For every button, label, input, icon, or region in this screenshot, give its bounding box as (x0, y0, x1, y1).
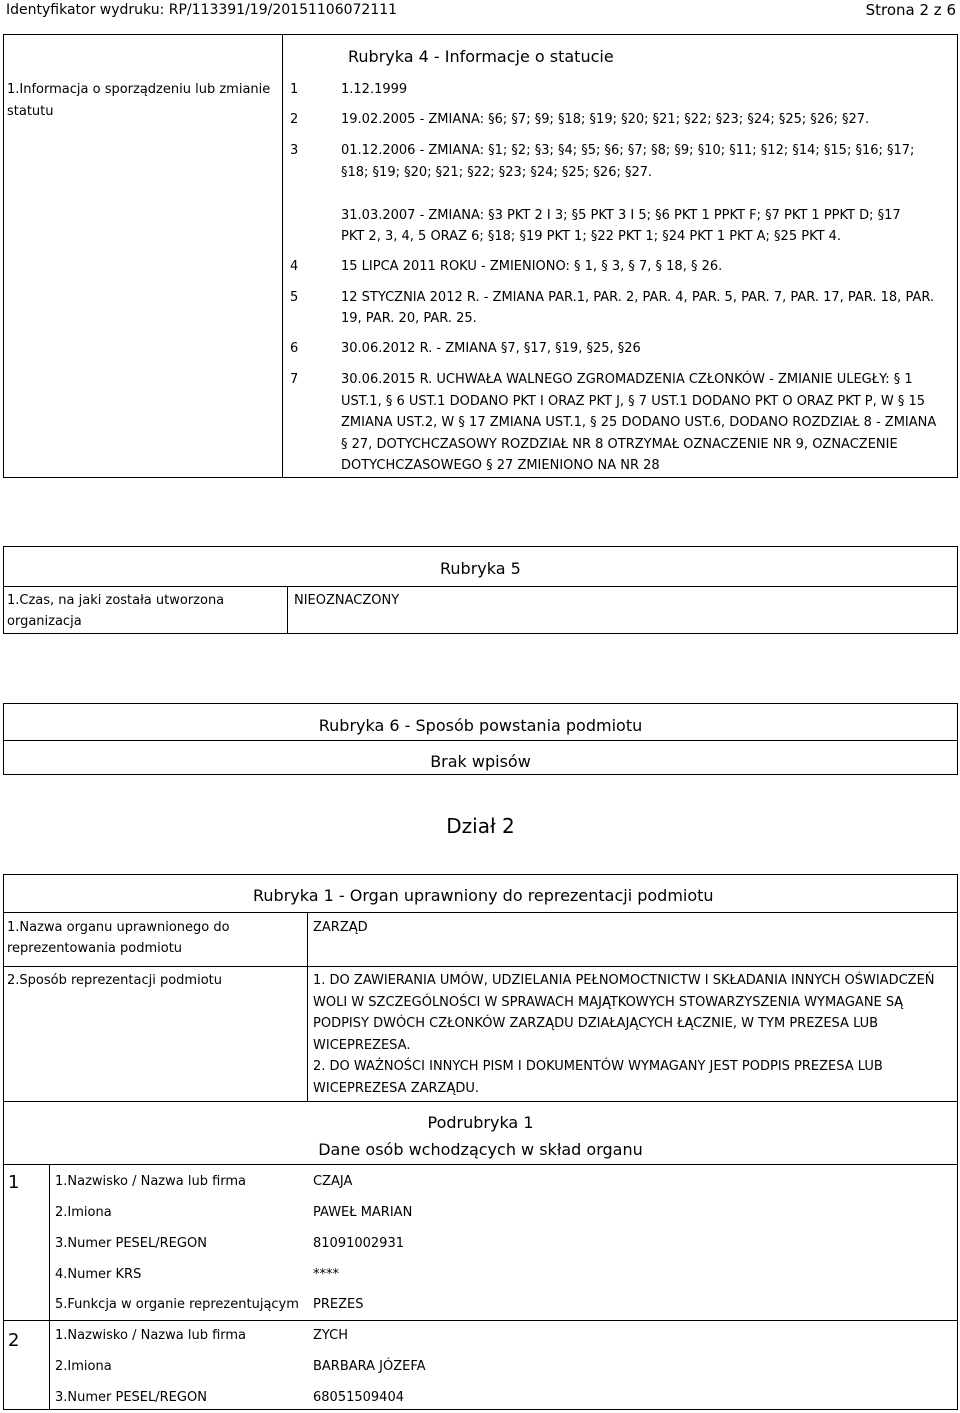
rubryka-6-title: Rubryka 6 - Sposób powstania podmiotu (318, 716, 643, 735)
organ-value: ZARZĄD (313, 920, 368, 935)
person-field-label: 3.Numer PESEL/REGON (55, 1390, 207, 1405)
entry-text: 01.12.2006 - ZMIANA: §1; §2; §3; §4; §5; §6; §7; §8; §9; §10; §11; §12; §14; §15; §16; §17; (341, 143, 915, 158)
rubryka-4-label-line-2: statutu (7, 104, 54, 119)
entry-number: 3 (290, 143, 299, 158)
person-field-label: 1.Nazwisko / Nazwa lub firma (55, 1328, 247, 1343)
rubryka-5-label-line-2: organizacja (7, 614, 82, 629)
rubryka-5-divider-v (287, 586, 288, 634)
rubryka-5-label-line-1: 1.Czas, na jaki została utworzona (7, 593, 225, 608)
sposob-text: 1. DO ZAWIERANIA UMÓW, UDZIELANIA PEŁNOMOCTNICTW I SKŁADANIA INNYCH OŚWIADCZEŃ (313, 973, 935, 988)
person-field-label: 1.Nazwisko / Nazwa lub firma (55, 1174, 247, 1189)
entry-text: 30.06.2012 R. - ZMIANA §7, §17, §19, §25, §26 (341, 341, 641, 356)
entry-text: ZMIANA UST.2, W § 17 ZMIANA UST.1, § 25 DODANO UST.6, DODANO ROZDZIAŁ 8 - ZMIANA (341, 415, 937, 430)
rubryka-4-divider (282, 34, 283, 478)
rubryka-5-title: Rubryka 5 (440, 559, 521, 578)
organ-label-line-2: reprezentowania podmiotu (7, 941, 183, 956)
sposob-label: 2.Sposób reprezentacji podmiotu (7, 973, 222, 988)
entry-text: DOTYCHCZASOWEGO § 27 ZMIENIONO NA NR 28 (341, 458, 660, 473)
entry-text: PKT 2, 3, 4, 5 ORAZ 6; §18; §19 PKT 1; §22 PKT 1; §24 PKT 1 PKT A; §25 PKT 4. (341, 229, 842, 244)
sposob-text: WICEPREZESA ZARZĄDU. (313, 1081, 479, 1096)
podrubryka-title: Podrubryka 1 (427, 1113, 534, 1132)
rubryka-6-divider (3, 740, 958, 741)
person-field-value: 81091002931 (313, 1236, 404, 1251)
rubryka-4-label-line-1: 1.Informacja o sporządzeniu lub zmianie (7, 82, 271, 97)
rubryka-6-empty: Brak wpisów (430, 752, 531, 771)
entry-text: § 27, DOTYCHCZASOWY ROZDZIAŁ NR 8 OTRZYMAŁ OZNACZENIE NR 9, OZNACZENIE (341, 437, 898, 452)
persons-divider (3, 1320, 958, 1321)
rubryka-1-col-divider (307, 912, 308, 1101)
person-field-value: BARBARA JÓZEFA (313, 1359, 426, 1374)
person-field-value: ZYCH (313, 1328, 348, 1343)
persons-num-divider (49, 1164, 50, 1410)
entry-number: 4 (290, 259, 299, 274)
podrubryka-subtitle: Dane osób wchodzących w skład organu (318, 1140, 643, 1159)
entry-number: 6 (290, 341, 299, 356)
entry-text: 19, PAR. 20, PAR. 25. (341, 311, 477, 326)
rubryka-1-row-divider (3, 966, 958, 967)
rubryka-5-value: NIEOZNACZONY (294, 593, 400, 608)
person-field-label: 2.Imiona (55, 1359, 112, 1374)
person-field-label: 5.Funkcja w organie reprezentującym (55, 1297, 299, 1312)
entry-text: 30.06.2015 R. UCHWAŁA WALNEGO ZGROMADZENIA CZŁONKÓW - ZMIANIE ULEGŁY: § 1 (341, 372, 913, 387)
rubryka-5-divider-h (3, 586, 958, 587)
rubryka-4-title: Rubryka 4 - Informacje o statucie (348, 47, 614, 66)
rubryka-1-title-divider (3, 912, 958, 913)
entry-number: 5 (290, 290, 299, 305)
podrubryka-divider (3, 1164, 958, 1165)
rubryka-1-row-divider (3, 1101, 958, 1102)
person-field-value: PREZES (313, 1297, 364, 1312)
sposob-text: WOLI W SZCZEGÓLNOŚCI W SPRAWACH MAJĄTKOWYCH STOWARZYSZENIA WYMAGANE SĄ (313, 995, 904, 1010)
entry-text: 31.03.2007 - ZMIANA: §3 PKT 2 I 3; §5 PKT 3 I 5; §6 PKT 1 PPKT F; §7 PKT 1 PPKT D; §17 (341, 208, 901, 223)
entry-text: UST.1, § 6 UST.1 DODANO PKT I ORAZ PKT J, § 7 UST.1 DODANO PKT O ORAZ PKT P, W § 15 (341, 394, 926, 409)
rubryka-1-title: Rubryka 1 - Organ uprawniony do reprezentacji podmiotu (253, 886, 714, 905)
person-field-label: 3.Numer PESEL/REGON (55, 1236, 207, 1251)
entry-text: 12 STYCZNIA 2012 R. - ZMIANA PAR.1, PAR. 2, PAR. 4, PAR. 5, PAR. 7, PAR. 17, PAR. 18, PAR. (341, 290, 935, 305)
entry-text: 15 LIPCA 2011 ROKU - ZMIENIONO: § 1, § 3, § 7, § 18, § 26. (341, 259, 723, 274)
entry-text: 19.02.2005 - ZMIANA: §6; §7; §9; §18; §19; §20; §21; §22; §23; §24; §25; §26; §27. (341, 112, 870, 127)
sposob-text: WICEPREZESA. (313, 1038, 411, 1053)
entry-number: 7 (290, 372, 299, 387)
entry-number: 2 (290, 112, 299, 127)
print-identifier: Identyfikator wydruku: RP/113391/19/20151106072111 (6, 2, 398, 18)
person-number: 2 (8, 1330, 20, 1351)
person-field-value: 68051509404 (313, 1390, 404, 1405)
person-field-value: PAWEŁ MARIAN (313, 1205, 413, 1220)
person-field-label: 2.Imiona (55, 1205, 112, 1220)
entry-number: 1 (290, 82, 299, 97)
dzial-2-title: Dział 2 (446, 814, 515, 838)
page-number: Strona 2 z 6 (865, 1, 956, 19)
person-field-value: **** (313, 1267, 339, 1282)
sposob-text: 2. DO WAŻNOŚCI INNYCH PISM I DOKUMENTÓW WYMAGANY JEST PODPIS PREZESA LUB (313, 1059, 883, 1074)
person-number: 1 (8, 1172, 20, 1193)
person-field-value: CZAJA (313, 1174, 353, 1189)
rubryka-4-box (3, 34, 958, 478)
person-field-label: 4.Numer KRS (55, 1267, 142, 1282)
organ-label-line-1: 1.Nazwa organu uprawnionego do (7, 920, 230, 935)
entry-text: 1.12.1999 (341, 82, 408, 97)
entry-text: §18; §19; §20; §21; §22; §23; §24; §25; §26; §27. (341, 165, 653, 180)
sposob-text: PODPISY DWÓCH CZŁONKÓW ZARZĄDU DZIAŁAJĄCYCH ŁĄCZNIE, W TYM PREZESA LUB (313, 1016, 879, 1031)
